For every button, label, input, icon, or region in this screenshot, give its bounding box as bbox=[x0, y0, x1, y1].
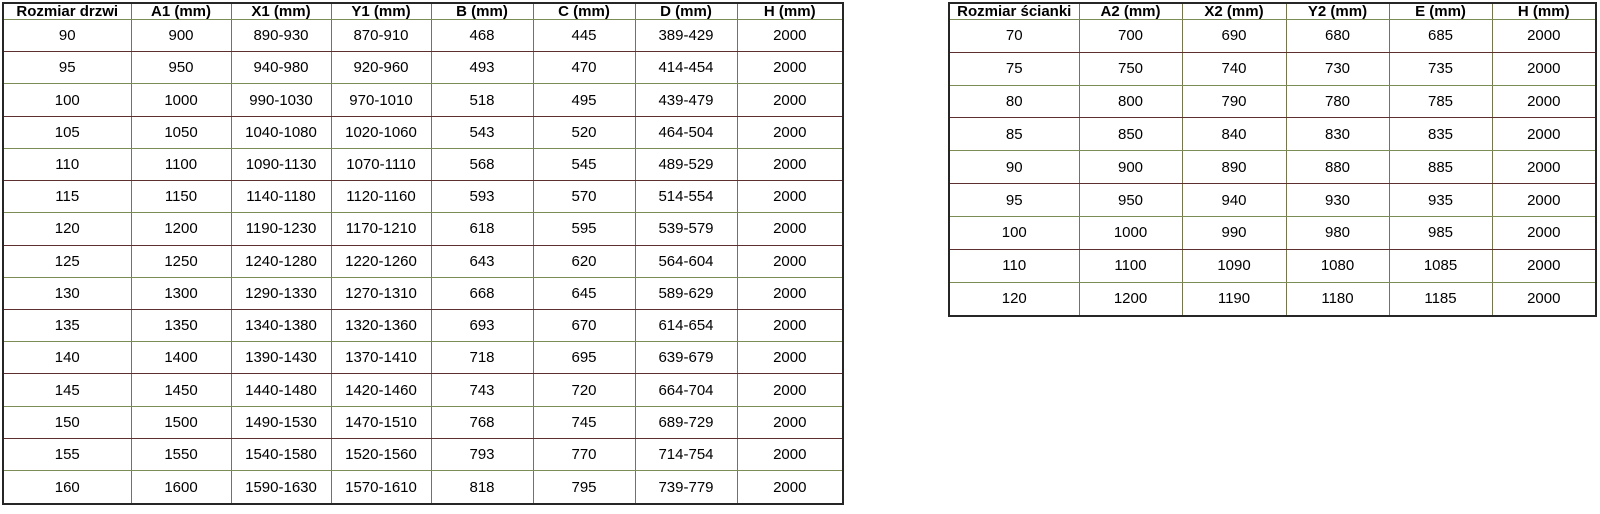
table-row bbox=[3, 84, 843, 116]
table-cell: 1040-1080 bbox=[231, 116, 331, 148]
table-cell: 1090 bbox=[1182, 249, 1286, 282]
table-cell: 568 bbox=[431, 148, 533, 180]
table-row bbox=[949, 151, 1596, 184]
table-cell: 768 bbox=[431, 406, 533, 438]
table-cell: 1200 bbox=[1079, 282, 1182, 316]
column-header: X1 (mm) bbox=[231, 3, 331, 20]
table-cell: 2000 bbox=[737, 374, 843, 406]
table-cell: 1240-1280 bbox=[231, 245, 331, 277]
table-row bbox=[3, 148, 843, 180]
table-cell: 885 bbox=[1389, 151, 1492, 184]
table-cell: 2000 bbox=[737, 84, 843, 116]
table-cell: 100 bbox=[3, 84, 131, 116]
table-cell: 145 bbox=[3, 374, 131, 406]
table-cell: 100 bbox=[949, 216, 1079, 249]
table-cell: 695 bbox=[533, 342, 635, 374]
table-cell: 1170-1210 bbox=[331, 213, 431, 245]
table-header-row bbox=[3, 3, 843, 20]
table-cell: 990 bbox=[1182, 216, 1286, 249]
table-cell: 1420-1460 bbox=[331, 374, 431, 406]
table-cell: 800 bbox=[1079, 85, 1182, 118]
table-cell: 470 bbox=[533, 52, 635, 84]
table-cell: 2000 bbox=[737, 406, 843, 438]
table-cell: 1190 bbox=[1182, 282, 1286, 316]
table-cell: 2000 bbox=[737, 52, 843, 84]
table-cell: 689-729 bbox=[635, 406, 737, 438]
table-row bbox=[949, 216, 1596, 249]
table-cell: 2000 bbox=[737, 148, 843, 180]
table-cell: 730 bbox=[1286, 52, 1389, 85]
table-cell: 120 bbox=[3, 213, 131, 245]
table-cell: 950 bbox=[1079, 184, 1182, 217]
table-cell: 130 bbox=[3, 277, 131, 309]
table-cell: 1185 bbox=[1389, 282, 1492, 316]
table-cell: 1400 bbox=[131, 342, 231, 374]
table-row bbox=[949, 85, 1596, 118]
table-cell: 110 bbox=[3, 148, 131, 180]
table-cell: 2000 bbox=[1492, 118, 1596, 151]
table-cell: 818 bbox=[431, 471, 533, 504]
table-cell: 1320-1360 bbox=[331, 309, 431, 341]
table-cell: 1250 bbox=[131, 245, 231, 277]
table-row bbox=[949, 52, 1596, 85]
table-cell: 545 bbox=[533, 148, 635, 180]
table-cell: 680 bbox=[1286, 20, 1389, 53]
table-cell: 90 bbox=[949, 151, 1079, 184]
table-cell: 70 bbox=[949, 20, 1079, 53]
table-cell: 1490-1530 bbox=[231, 406, 331, 438]
table-cell: 693 bbox=[431, 309, 533, 341]
table-row bbox=[3, 213, 843, 245]
table-cell: 643 bbox=[431, 245, 533, 277]
table-cell: 935 bbox=[1389, 184, 1492, 217]
table-cell: 1340-1380 bbox=[231, 309, 331, 341]
table-cell: 445 bbox=[533, 20, 635, 52]
table-cell: 1440-1480 bbox=[231, 374, 331, 406]
table-row bbox=[3, 309, 843, 341]
column-header: Rozmiar drzwi bbox=[3, 3, 131, 20]
table-cell: 150 bbox=[3, 406, 131, 438]
table-cell: 970-1010 bbox=[331, 84, 431, 116]
table-cell: 985 bbox=[1389, 216, 1492, 249]
table-row bbox=[3, 471, 843, 504]
table-cell: 718 bbox=[431, 342, 533, 374]
column-header: B (mm) bbox=[431, 3, 533, 20]
table-row bbox=[3, 181, 843, 213]
table-cell: 2000 bbox=[737, 309, 843, 341]
table-cell: 735 bbox=[1389, 52, 1492, 85]
table-cell: 85 bbox=[949, 118, 1079, 151]
table-cell: 685 bbox=[1389, 20, 1492, 53]
table-cell: 464-504 bbox=[635, 116, 737, 148]
table-cell: 1450 bbox=[131, 374, 231, 406]
table-row bbox=[949, 249, 1596, 282]
table-cell: 700 bbox=[1079, 20, 1182, 53]
table-cell: 95 bbox=[3, 52, 131, 84]
table-cell: 1050 bbox=[131, 116, 231, 148]
table-cell: 743 bbox=[431, 374, 533, 406]
table-cell: 900 bbox=[131, 20, 231, 52]
table-cell: 790 bbox=[1182, 85, 1286, 118]
table-cell: 514-554 bbox=[635, 181, 737, 213]
table-row bbox=[949, 118, 1596, 151]
column-header: Y1 (mm) bbox=[331, 3, 431, 20]
table-cell: 1540-1580 bbox=[231, 438, 331, 470]
table-cell: 489-529 bbox=[635, 148, 737, 180]
table-cell: 940-980 bbox=[231, 52, 331, 84]
table-row bbox=[3, 342, 843, 374]
wall-dimensions-table bbox=[948, 2, 1597, 317]
table-cell: 2000 bbox=[737, 471, 843, 504]
table-row bbox=[3, 116, 843, 148]
table-row bbox=[3, 374, 843, 406]
table-cell: 830 bbox=[1286, 118, 1389, 151]
table-cell: 1140-1180 bbox=[231, 181, 331, 213]
table-cell: 870-910 bbox=[331, 20, 431, 52]
table-cell: 1550 bbox=[131, 438, 231, 470]
table-cell: 115 bbox=[3, 181, 131, 213]
table-cell: 785 bbox=[1389, 85, 1492, 118]
table-cell: 1300 bbox=[131, 277, 231, 309]
table-cell: 2000 bbox=[1492, 85, 1596, 118]
table-cell: 1190-1230 bbox=[231, 213, 331, 245]
table-cell: 940 bbox=[1182, 184, 1286, 217]
table-cell: 543 bbox=[431, 116, 533, 148]
table-cell: 2000 bbox=[737, 181, 843, 213]
table-cell: 1290-1330 bbox=[231, 277, 331, 309]
table-cell: 930 bbox=[1286, 184, 1389, 217]
table-cell: 1080 bbox=[1286, 249, 1389, 282]
table-cell: 2000 bbox=[1492, 216, 1596, 249]
table-cell: 920-960 bbox=[331, 52, 431, 84]
table-cell: 595 bbox=[533, 213, 635, 245]
table-cell: 668 bbox=[431, 277, 533, 309]
table-cell: 439-479 bbox=[635, 84, 737, 116]
table-cell: 614-654 bbox=[635, 309, 737, 341]
table-row bbox=[949, 282, 1596, 316]
table-cell: 618 bbox=[431, 213, 533, 245]
table-cell: 2000 bbox=[1492, 151, 1596, 184]
table-cell: 770 bbox=[533, 438, 635, 470]
table-cell: 795 bbox=[533, 471, 635, 504]
table-cell: 840 bbox=[1182, 118, 1286, 151]
table-cell: 2000 bbox=[737, 245, 843, 277]
table-cell: 495 bbox=[533, 84, 635, 116]
table-cell: 1350 bbox=[131, 309, 231, 341]
table-row bbox=[3, 52, 843, 84]
table-cell: 389-429 bbox=[635, 20, 737, 52]
table-cell: 589-629 bbox=[635, 277, 737, 309]
table-cell: 518 bbox=[431, 84, 533, 116]
column-header: Y2 (mm) bbox=[1286, 3, 1389, 20]
table-cell: 720 bbox=[533, 374, 635, 406]
table-cell: 90 bbox=[3, 20, 131, 52]
table-cell: 125 bbox=[3, 245, 131, 277]
table-cell: 639-679 bbox=[635, 342, 737, 374]
table-cell: 1100 bbox=[1079, 249, 1182, 282]
table-cell: 1120-1160 bbox=[331, 181, 431, 213]
table-cell: 745 bbox=[533, 406, 635, 438]
table-cell: 2000 bbox=[1492, 20, 1596, 53]
door-dimensions-table bbox=[2, 2, 844, 505]
table-cell: 1200 bbox=[131, 213, 231, 245]
table-cell: 1370-1410 bbox=[331, 342, 431, 374]
table-cell: 135 bbox=[3, 309, 131, 341]
table-cell: 740 bbox=[1182, 52, 1286, 85]
table-row bbox=[3, 406, 843, 438]
table-cell: 1150 bbox=[131, 181, 231, 213]
table-cell: 990-1030 bbox=[231, 84, 331, 116]
table-cell: 950 bbox=[131, 52, 231, 84]
table-cell: 2000 bbox=[737, 438, 843, 470]
table-cell: 750 bbox=[1079, 52, 1182, 85]
column-header: H (mm) bbox=[737, 3, 843, 20]
table-row bbox=[3, 20, 843, 52]
table-cell: 880 bbox=[1286, 151, 1389, 184]
table-cell: 1000 bbox=[1079, 216, 1182, 249]
table-cell: 155 bbox=[3, 438, 131, 470]
table-cell: 1020-1060 bbox=[331, 116, 431, 148]
table-cell: 793 bbox=[431, 438, 533, 470]
table-cell: 1390-1430 bbox=[231, 342, 331, 374]
column-header: Rozmiar ścianki bbox=[949, 3, 1079, 20]
column-header: A1 (mm) bbox=[131, 3, 231, 20]
table-cell: 850 bbox=[1079, 118, 1182, 151]
column-header: C (mm) bbox=[533, 3, 635, 20]
table-cell: 105 bbox=[3, 116, 131, 148]
column-header: A2 (mm) bbox=[1079, 3, 1182, 20]
table-cell: 160 bbox=[3, 471, 131, 504]
table-cell: 2000 bbox=[737, 213, 843, 245]
column-header: D (mm) bbox=[635, 3, 737, 20]
table-cell: 1590-1630 bbox=[231, 471, 331, 504]
table-cell: 564-604 bbox=[635, 245, 737, 277]
table-cell: 1470-1510 bbox=[331, 406, 431, 438]
table-cell: 414-454 bbox=[635, 52, 737, 84]
table-cell: 1070-1110 bbox=[331, 148, 431, 180]
table-cell: 2000 bbox=[1492, 249, 1596, 282]
table-cell: 1570-1610 bbox=[331, 471, 431, 504]
table-cell: 80 bbox=[949, 85, 1079, 118]
table-cell: 120 bbox=[949, 282, 1079, 316]
table-cell: 980 bbox=[1286, 216, 1389, 249]
column-header: H (mm) bbox=[1492, 3, 1596, 20]
table-cell: 1220-1260 bbox=[331, 245, 431, 277]
table-cell: 1100 bbox=[131, 148, 231, 180]
table-cell: 890 bbox=[1182, 151, 1286, 184]
column-header: X2 (mm) bbox=[1182, 3, 1286, 20]
table-row bbox=[3, 245, 843, 277]
table-cell: 739-779 bbox=[635, 471, 737, 504]
table-cell: 539-579 bbox=[635, 213, 737, 245]
table-cell: 2000 bbox=[737, 342, 843, 374]
table-cell: 1180 bbox=[1286, 282, 1389, 316]
table-cell: 570 bbox=[533, 181, 635, 213]
table-cell: 1270-1310 bbox=[331, 277, 431, 309]
table-cell: 468 bbox=[431, 20, 533, 52]
table-row bbox=[949, 184, 1596, 217]
table-header-row bbox=[949, 3, 1596, 20]
table-cell: 900 bbox=[1079, 151, 1182, 184]
table-row bbox=[3, 438, 843, 470]
table-cell: 593 bbox=[431, 181, 533, 213]
table-cell: 140 bbox=[3, 342, 131, 374]
table-cell: 1085 bbox=[1389, 249, 1492, 282]
table-cell: 95 bbox=[949, 184, 1079, 217]
table-cell: 2000 bbox=[737, 116, 843, 148]
table-cell: 2000 bbox=[737, 20, 843, 52]
table-cell: 1090-1130 bbox=[231, 148, 331, 180]
table-cell: 670 bbox=[533, 309, 635, 341]
table-cell: 690 bbox=[1182, 20, 1286, 53]
table-cell: 1500 bbox=[131, 406, 231, 438]
table-row bbox=[949, 20, 1596, 53]
table-cell: 714-754 bbox=[635, 438, 737, 470]
table-row bbox=[3, 277, 843, 309]
table-cell: 1520-1560 bbox=[331, 438, 431, 470]
table-cell: 2000 bbox=[1492, 52, 1596, 85]
table-cell: 110 bbox=[949, 249, 1079, 282]
table-cell: 835 bbox=[1389, 118, 1492, 151]
table-cell: 645 bbox=[533, 277, 635, 309]
table-cell: 890-930 bbox=[231, 20, 331, 52]
table-cell: 2000 bbox=[1492, 184, 1596, 217]
table-cell: 75 bbox=[949, 52, 1079, 85]
table-cell: 664-704 bbox=[635, 374, 737, 406]
column-header: E (mm) bbox=[1389, 3, 1492, 20]
table-cell: 520 bbox=[533, 116, 635, 148]
table-cell: 780 bbox=[1286, 85, 1389, 118]
table-cell: 620 bbox=[533, 245, 635, 277]
table-cell: 493 bbox=[431, 52, 533, 84]
table-cell: 2000 bbox=[737, 277, 843, 309]
table-cell: 1000 bbox=[131, 84, 231, 116]
table-cell: 2000 bbox=[1492, 282, 1596, 316]
table-cell: 1600 bbox=[131, 471, 231, 504]
